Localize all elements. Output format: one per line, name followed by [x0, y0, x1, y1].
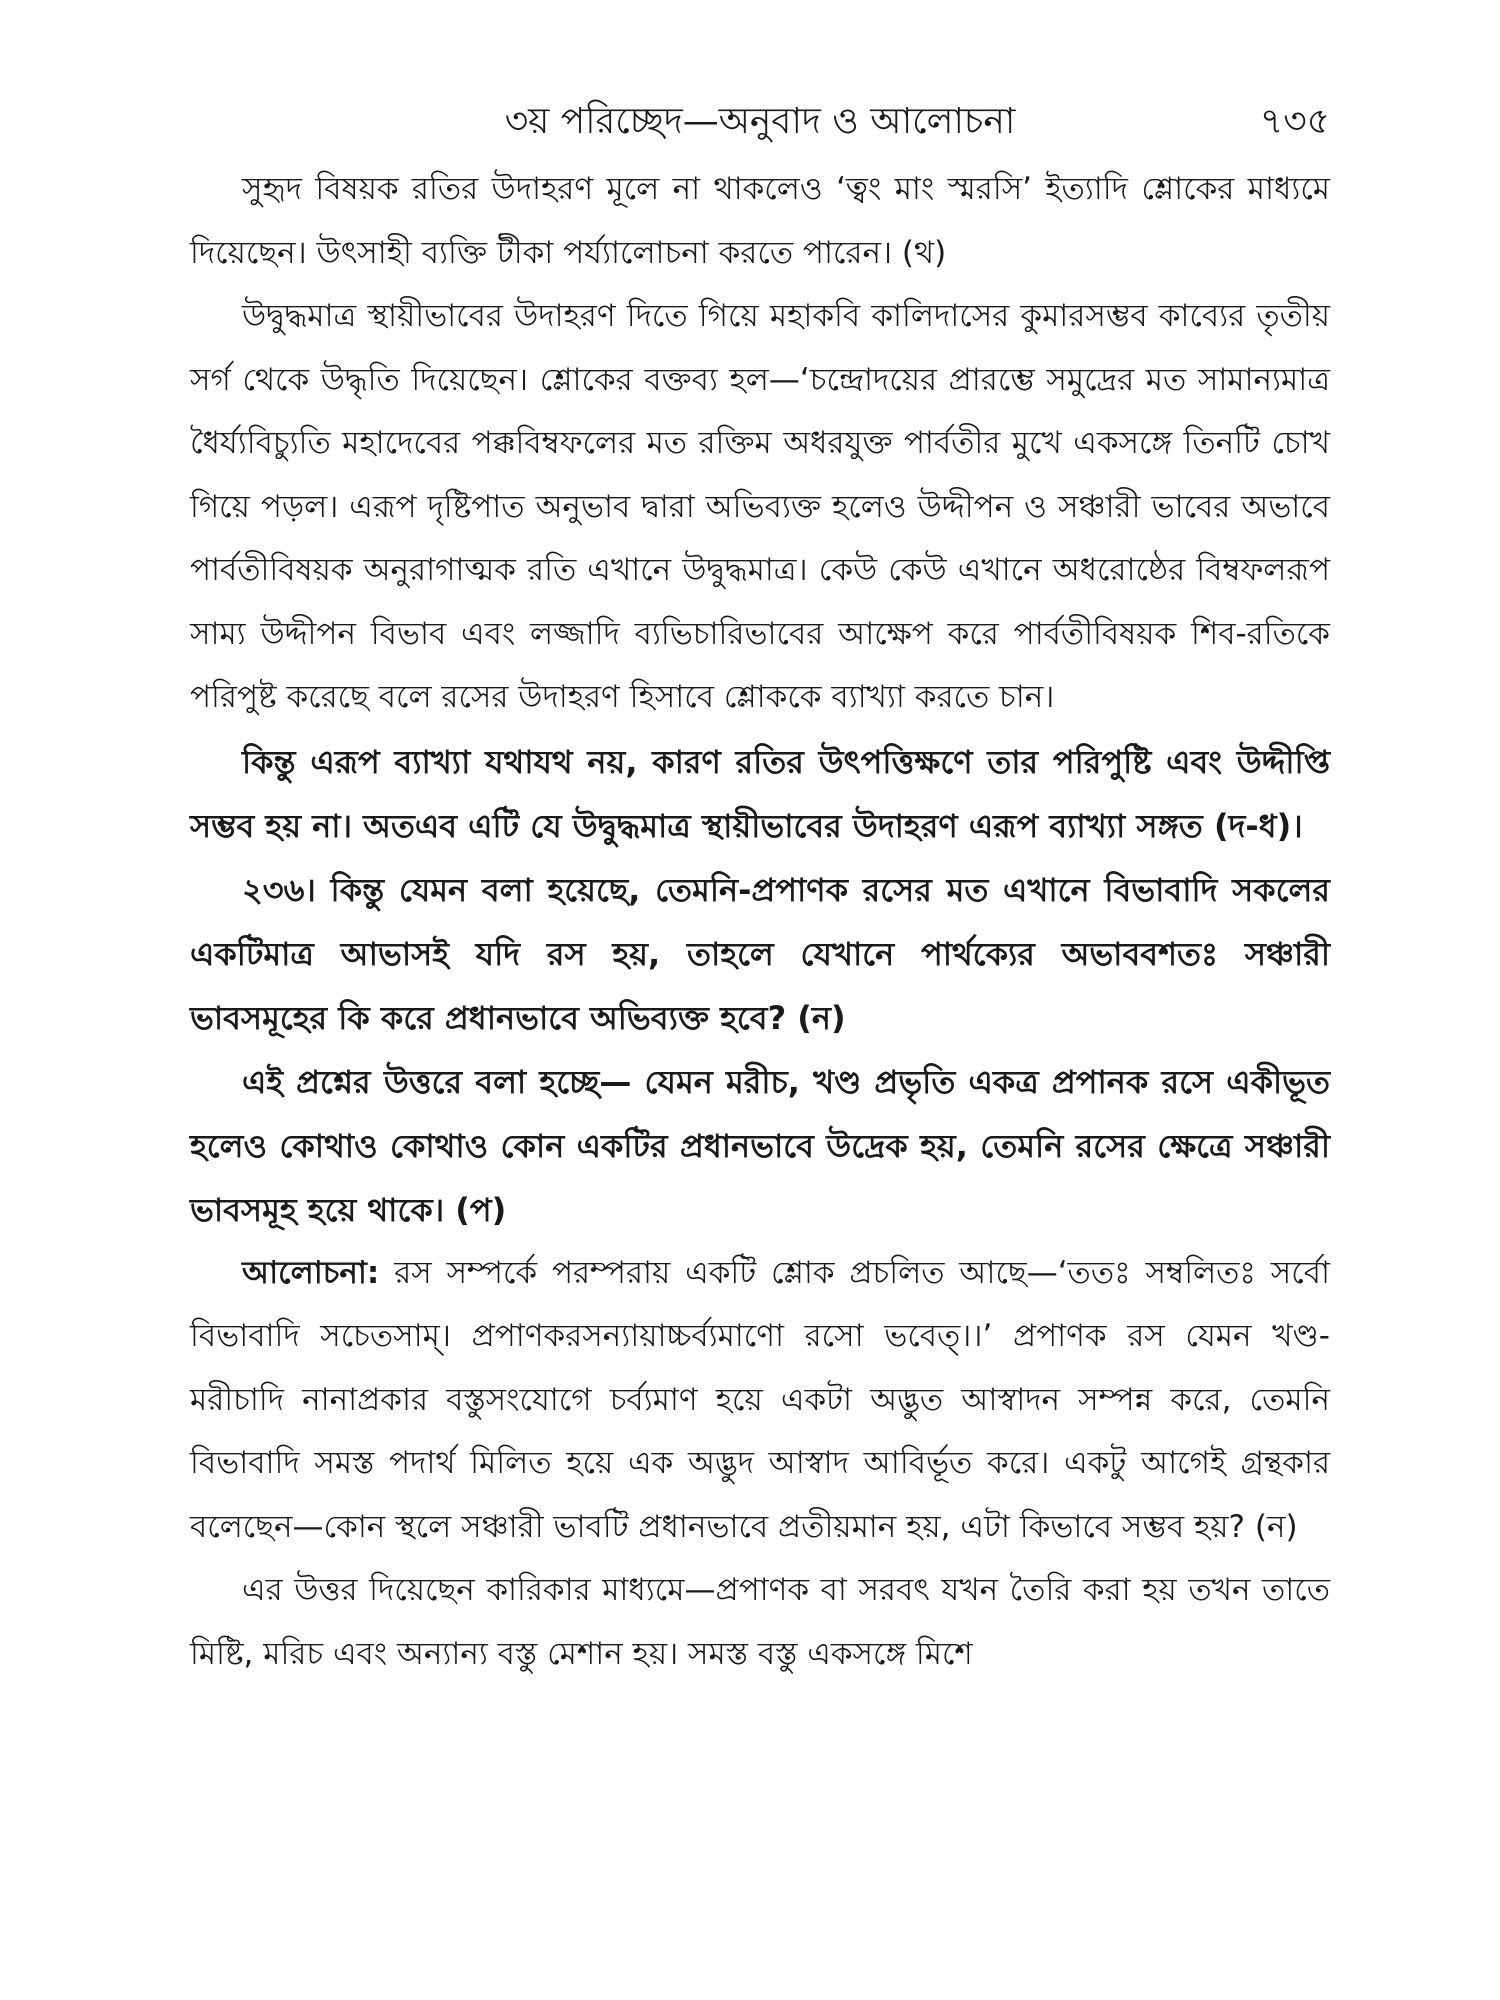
discussion-text: রস সম্পর্কে পরম্পরায় একটি শ্লোক প্রচলিত আছে—‘ততঃ সম্বলিতঃ সর্বো বিভাবাদি সচেতসাম্। প্রপাণকরসন্যায়াচ্চর্ব্যমাণো রসো ভবেত্।।’ প্রপাণক রস যেমন খণ্ড-মরীচাদি নানাপ্রকার বস্তুসংযোগে চর্ব্যমাণ হয়ে একটা অদ্ভুত আস্বাদন সম্পন্ন করে, তেমনি বিভাবাদি সমস্ত পদার্থ মিলিত হয়ে এক অদ্ভুদ আস্বাদ আবির্ভূত করে। একটু আগেই গ্রন্থকার বলেছেন—কোন স্থলে সঞ্চারী ভাবটি প্রধানভাবে প্রতীয়মান হয়, এটা কিভাবে সম্ভব হয়? (ন) [190, 1254, 1330, 1545]
discussion-label: আলোচনা: [242, 1254, 380, 1291]
chapter-title: ৩য় পরিচ্ছেদ—অনুবাদ ও আলোচনা [504, 101, 1016, 142]
paragraph-karika-answer: এর উত্তর দিয়েছেন কারিকার মাধ্যমে—প্রপাণক বা সরবৎ যখন তৈরি করা হয় তখন তাতে মিষ্টি, মরিচ এবং অন্যান্য বস্তু মেশান হয়। সমস্ত বস্তু একসঙ্গে মিশে [190, 1572, 1330, 1672]
page-number: ৭৩৫ [1259, 101, 1330, 142]
paragraph-suhrid: সুহৃদ বিষয়ক রতির উদাহরণ মূলে না থাকলেও ‘ত্বং মাং স্মরসি’ ইত্যাদি শ্লোকের মাধ্যমে দিয়েছেন। উৎসাহী ব্যক্তি টীকা পর্য্যালোচনা করতে পারেন। (থ) [190, 171, 1330, 271]
running-header [190, 92, 1330, 152]
paragraph-question-236: ২৩৬। কিন্তু যেমন বলা হয়েছে, তেমনি-প্রপাণক রসের মত এখানে বিভাবাদি সকলের একটিমাত্র আভাসই যদি রস হয়, তাহলে যেখানে পার্থক্যের অভাববশতঃ সঞ্চারী ভাবসমূহের কি করে প্রধানভাবে অভিব্যক্ত হবে? (ন) [190, 870, 1330, 1037]
paragraph-answer: এই প্রশ্নের উত্তরে বলা হচ্ছে— যেমন মরীচ, খণ্ড প্রভৃতি একত্র প্রপানক রসে একীভূত হলেও কোথাও কোথাও কোন একটির প্রধানভাবে উদ্রেক হয়, তেমনি রসের ক্ষেত্রে সঞ্চারী ভাবসমূহ হয়ে থাকে। (প) [190, 1062, 1330, 1229]
paragraph-udbuddha-example: উদ্বুদ্ধমাত্র স্থায়ীভাবের উদাহরণ দিতে গিয়ে মহাকবি কালিদাসের কুমারসম্ভব কাব্যের তৃতীয় সর্গ থেকে উদ্ধৃতি দিয়েছেন। শ্লোকের বক্তব্য হল—‘চন্দ্রোদয়ের প্রারম্ভে সমুদ্রের মত সামান্যমাত্র ধৈর্য্যবিচ্যুতি মহাদেবের পক্কবিম্বফলের মত রক্তিম অধরযুক্ত পার্বতীর মুখে একসঙ্গে তিনটি চোখ গিয়ে পড়ল। এরূপ দৃষ্টিপাত অনুভাব দ্বারা অভিব্যক্ত হলেও উদ্দীপন ও সঞ্চারী ভাবের অভাবে পার্বতীবিষয়ক অনুরাগাত্মক রতি এখানে উদ্বুদ্ধমাত্র। কেউ কেউ এখানে অধরোষ্ঠের বিম্বফলরূপ সাম্য উদ্দীপন বিভাব এবং লজ্জাদি ব্যভিচারিভাবের আক্ষেপ করে পার্বতীবিষয়ক শিব-রতিকে পরিপুষ্ট করেছে বলে রসের উদাহরণ হিসাবে শ্লোককে ব্যাখ্যা করতে চান। [190, 298, 1330, 715]
paragraph-critique: কিন্তু এরূপ ব্যাখ্যা যথাযথ নয়, কারণ রতির উৎপত্তিক্ষণে তার পরিপুষ্টি এবং উদ্দীপ্তি সম্ভব হয় না। অতএব এটি যে উদ্বুদ্ধমাত্র স্থায়ীভাবের উদাহরণ এরূপ ব্যাখ্যা সঙ্গত (দ-ধ)। [190, 742, 1330, 845]
body-text [190, 158, 1330, 1686]
paragraph-discussion [190, 1242, 1330, 1560]
